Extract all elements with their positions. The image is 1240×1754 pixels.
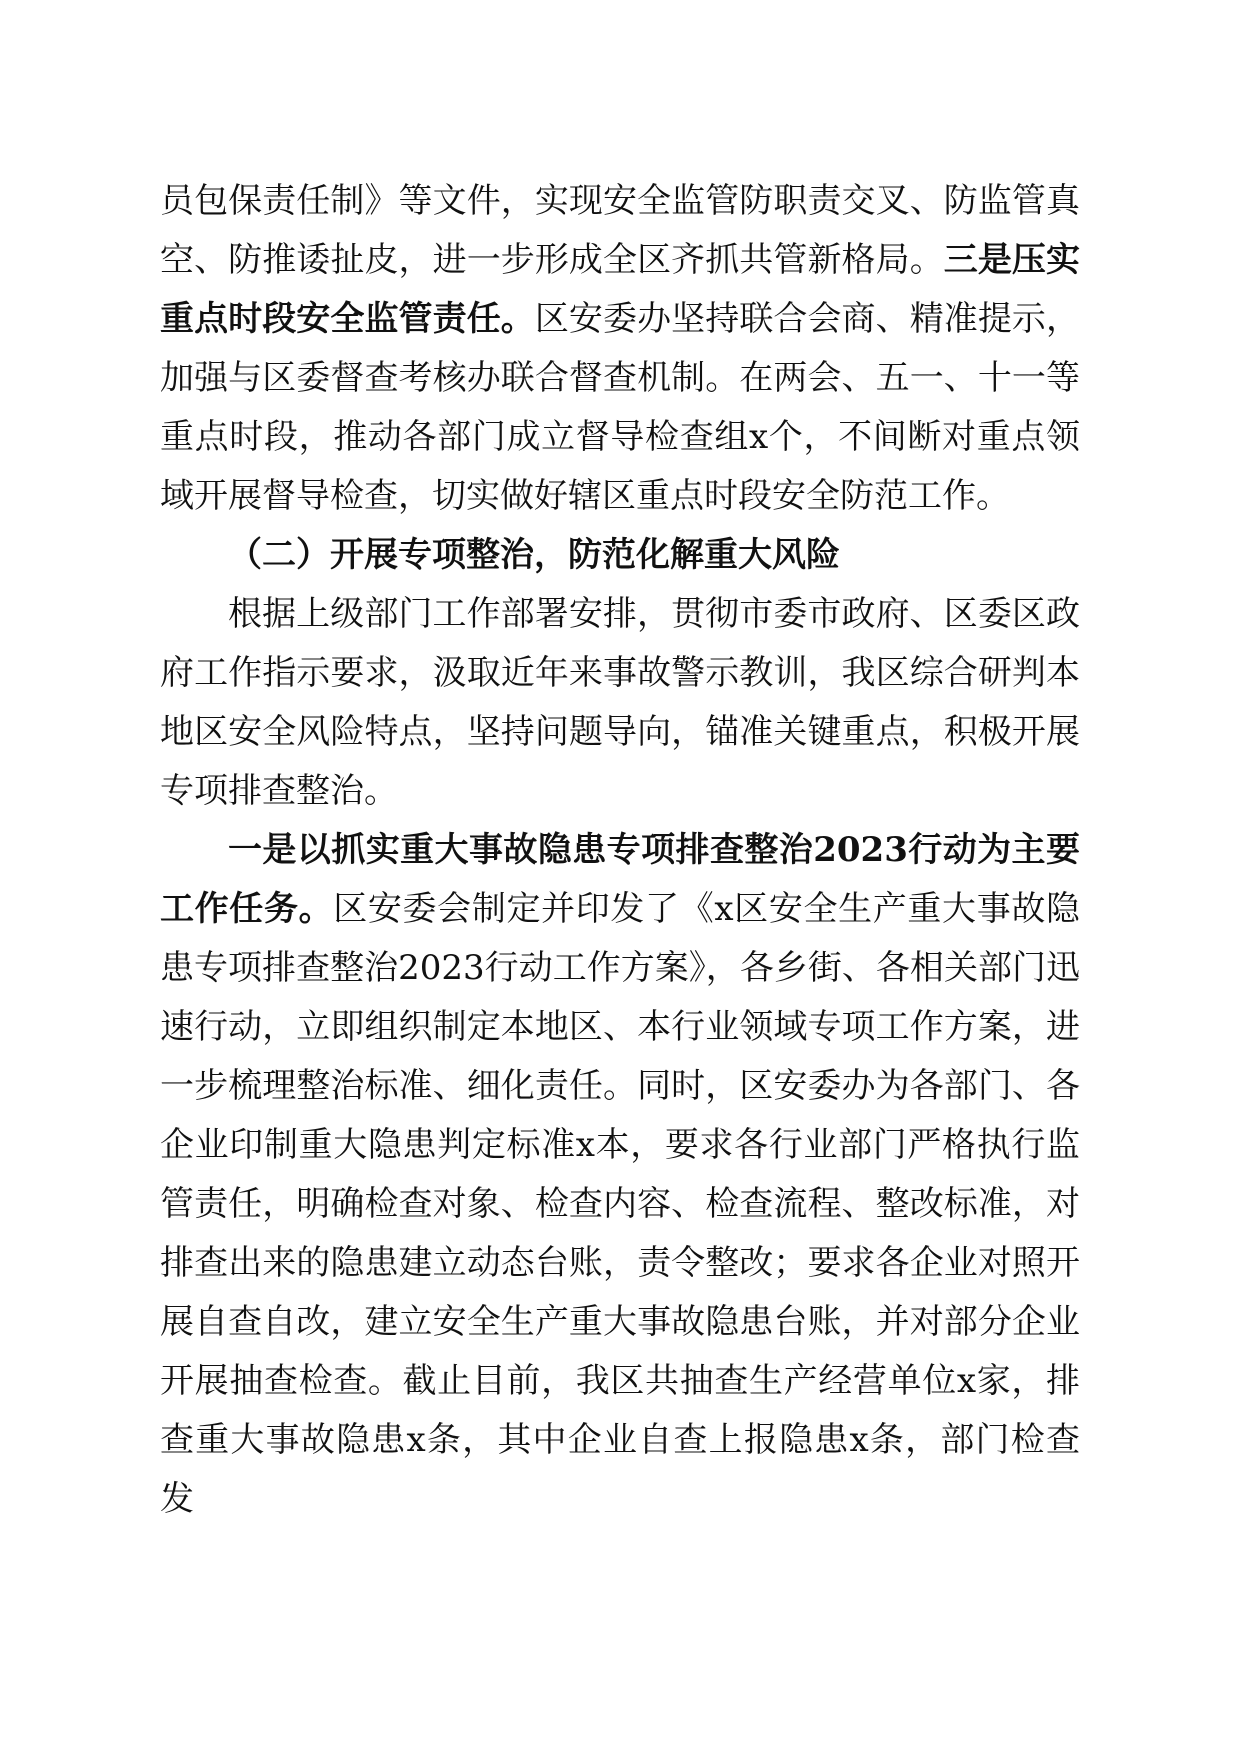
- section-heading: （二）开展专项整治，防范化解重大风险: [228, 535, 840, 575]
- paragraph-item: [160, 821, 1080, 1529]
- document-page: [160, 172, 1080, 1529]
- paragraph-text: 区安委会制定并印发了《x区安全生产重大事故隐患专项排查整治2023行动工作方案》，各乡街、各相关部门迅速行动，立即组织制定本地区、本行业领域专项工作方案，进一步梳理整治标准、细化责任。同时，区安委办为各部门、各企业印制重大隐患判定标准x本，要求各行业部门严格执行监管责任，明确检查对象、检查内容、检查流程、整改标准，对排查出来的隐患建立动态台账，责令整改；要求各企业对照开展自查自改，建立安全生产重大事故隐患台账，并对部分企业开展抽查检查。截止目前，我区共抽查生产经营单位x家，排查重大事故隐患x条，其中企业自查上报隐患x条，部门检查发: [160, 889, 1080, 1519]
- paragraph-bold-lead: 一是以抓实重大事故隐患专项排查整治2023行动为主要工作任务。: [160, 830, 1080, 929]
- paragraph-text: 员包保责任制》等文件，实现安全监管防职责交叉、防监管真空、防推诿扯皮，进一步形成全区齐抓共管新格局。: [160, 181, 1080, 280]
- paragraph-bold-lead: 三是压实重点时段安全监管责任。: [160, 240, 1081, 339]
- paragraph-continuation: [160, 172, 1080, 526]
- paragraph-text: 区安委办坚持联合会商、精准提示，加强与区委督查考核办联合督查机制。在两会、五一、十一等重点时段，推动各部门成立督导检查组x个，不间断对重点领域开展督导检查，切实做好辖区重点时段安全防范工作。: [160, 299, 1081, 516]
- paragraph-body: 根据上级部门工作部署安排，贯彻市委市政府、区委区政府工作指示要求，汲取近年来事故警示教训，我区综合研判本地区安全风险特点，坚持问题导向，锚准关键重点，积极开展专项排查整治。: [160, 594, 1080, 811]
